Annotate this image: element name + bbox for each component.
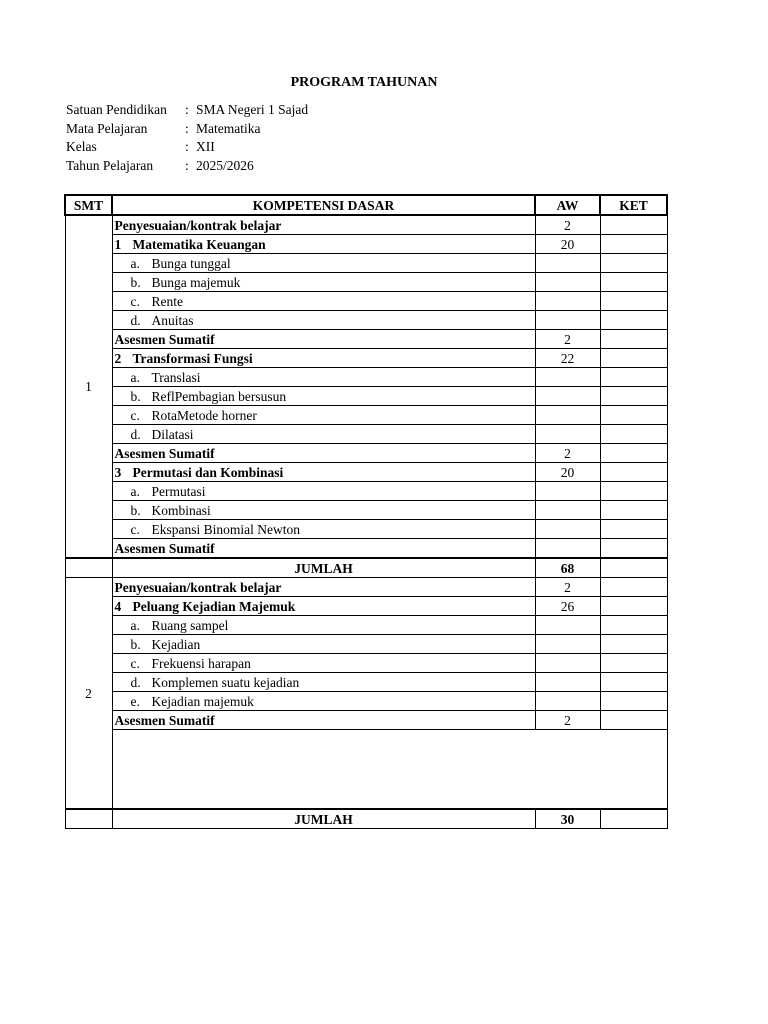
aw-cell: 2 <box>535 215 600 235</box>
aw-cell: 22 <box>535 349 600 368</box>
kd-cell <box>112 349 535 368</box>
kd-cell <box>112 635 535 654</box>
aw-cell: 2 <box>535 444 600 463</box>
jumlah-label: JUMLAH <box>112 809 535 829</box>
kd-cell <box>112 616 535 635</box>
kd-text: Rente <box>151 293 183 309</box>
kd-cell <box>112 673 535 692</box>
page-title: PROGRAM TAHUNAN <box>290 75 438 90</box>
subitem-letter: c. <box>130 407 140 423</box>
kd-number: 4 <box>114 598 122 614</box>
ket-cell <box>600 425 667 444</box>
info-value: SMA Negeri 1 Sajad <box>196 102 309 117</box>
aw-cell: 2 <box>535 330 600 349</box>
kd-cell <box>112 711 535 730</box>
ket-cell <box>600 578 667 597</box>
header-ket: KET <box>600 195 667 215</box>
aw-cell <box>535 673 600 692</box>
aw-cell <box>535 406 600 425</box>
table-row <box>65 463 667 482</box>
aw-cell <box>535 616 600 635</box>
aw-cell <box>535 482 600 501</box>
aw-cell: 20 <box>535 235 600 254</box>
info-label: Satuan Pendidikan <box>66 102 167 117</box>
aw-cell <box>535 654 600 673</box>
table-row <box>65 444 667 463</box>
table-row <box>65 711 667 730</box>
kd-text: Anuitas <box>151 312 194 328</box>
aw-cell: 26 <box>535 597 600 616</box>
subitem-letter: e. <box>130 693 140 709</box>
ket-cell <box>600 692 667 711</box>
info-colon: : <box>185 120 189 136</box>
ket-cell <box>600 482 667 501</box>
header-aw: AW <box>535 195 600 215</box>
table-row <box>65 539 667 559</box>
kd-text: RotaMetode horner <box>151 407 257 423</box>
kd-text: Bunga tunggal <box>151 255 231 271</box>
ket-cell <box>600 387 667 406</box>
kd-text: Asesmen Sumatif <box>114 445 215 461</box>
header-smt: SMT <box>65 195 112 215</box>
table-body <box>65 195 667 829</box>
subitem-letter: b. <box>130 636 141 652</box>
table-row <box>65 673 667 692</box>
ket-cell <box>600 635 667 654</box>
kd-cell <box>112 330 535 349</box>
kd-cell <box>112 406 535 425</box>
kd-text: Permutasi dan Kombinasi <box>132 464 284 480</box>
ket-cell <box>600 273 667 292</box>
ket-cell <box>600 235 667 254</box>
jumlah-row <box>65 558 667 578</box>
subitem-letter: a. <box>130 255 140 271</box>
semester-number: 1 <box>65 215 112 558</box>
table-row <box>65 692 667 711</box>
table-row <box>65 616 667 635</box>
table-row <box>65 578 667 597</box>
kd-number: 1 <box>114 236 122 252</box>
aw-cell <box>535 635 600 654</box>
subitem-letter: b. <box>130 274 141 290</box>
info-value: XII <box>196 139 215 154</box>
kd-cell <box>112 292 535 311</box>
kd-text: Ruang sampel <box>151 617 229 633</box>
table-row <box>65 215 667 235</box>
aw-cell <box>535 292 600 311</box>
ket-cell <box>600 406 667 425</box>
header-kd: KOMPETENSI DASAR <box>112 195 535 215</box>
empty-cell <box>112 730 667 810</box>
kd-text: ReflPembagian bersusun <box>151 388 287 404</box>
subitem-letter: b. <box>130 388 141 404</box>
kd-cell <box>112 273 535 292</box>
ket-cell <box>600 463 667 482</box>
kd-cell <box>112 501 535 520</box>
table-row <box>65 501 667 520</box>
kd-text: Asesmen Sumatif <box>114 331 215 347</box>
aw-cell <box>535 520 600 539</box>
ket-cell <box>600 292 667 311</box>
info-label: Mata Pelajaran <box>66 120 148 136</box>
kd-text: Asesmen Sumatif <box>114 540 215 556</box>
table-row <box>65 311 667 330</box>
subitem-letter: d. <box>130 426 141 442</box>
ket-cell <box>600 368 667 387</box>
kd-cell <box>112 539 535 559</box>
table-row <box>65 482 667 501</box>
table-row <box>65 292 667 311</box>
ket-cell <box>600 330 667 349</box>
info-colon: : <box>185 102 189 117</box>
jumlah-value: 30 <box>535 809 600 829</box>
kd-cell <box>112 692 535 711</box>
ket-cell <box>600 597 667 616</box>
aw-cell <box>535 692 600 711</box>
aw-cell <box>535 311 600 330</box>
kd-cell <box>112 368 535 387</box>
kd-text: Dilatasi <box>151 426 194 442</box>
subitem-letter: c. <box>130 293 140 309</box>
ket-cell <box>600 215 667 235</box>
info-colon: : <box>185 139 189 154</box>
aw-cell <box>535 273 600 292</box>
ket-cell <box>600 311 667 330</box>
jumlah-smt-cell <box>65 558 112 578</box>
jumlah-ket-cell <box>600 809 667 829</box>
aw-cell: 2 <box>535 578 600 597</box>
ket-cell <box>600 711 667 730</box>
table-row <box>65 330 667 349</box>
kd-cell <box>112 215 535 235</box>
table-row <box>65 368 667 387</box>
jumlah-row <box>65 809 667 829</box>
subitem-letter: a. <box>130 369 140 385</box>
kd-cell <box>112 444 535 463</box>
aw-cell <box>535 368 600 387</box>
ket-cell <box>600 501 667 520</box>
kd-text: Peluang Kejadian Majemuk <box>132 598 296 614</box>
kd-cell <box>112 578 535 597</box>
table-row <box>65 349 667 368</box>
jumlah-ket-cell <box>600 558 667 578</box>
kd-text: Transformasi Fungsi <box>132 350 253 366</box>
info-colon: : <box>185 157 189 173</box>
jumlah-value: 68 <box>535 558 600 578</box>
kd-text: Asesmen Sumatif <box>114 712 215 728</box>
kd-cell <box>112 311 535 330</box>
kd-cell <box>112 387 535 406</box>
jumlah-smt-cell <box>65 809 112 829</box>
program-table <box>64 194 668 829</box>
ket-cell <box>600 520 667 539</box>
aw-cell <box>535 539 600 559</box>
kd-cell <box>112 235 535 254</box>
aw-cell <box>535 501 600 520</box>
kd-text: Komplemen suatu kejadian <box>151 674 300 690</box>
table-row <box>65 654 667 673</box>
subitem-letter: d. <box>130 674 141 690</box>
ket-cell <box>600 539 667 559</box>
jumlah-label: JUMLAH <box>112 558 535 578</box>
info-label: Tahun Pelajaran <box>66 157 154 173</box>
table-row <box>65 273 667 292</box>
info-value: 2025/2026 <box>196 157 254 173</box>
subitem-letter: c. <box>130 521 140 537</box>
ket-cell <box>600 654 667 673</box>
ket-cell <box>600 444 667 463</box>
info-label: Kelas <box>66 139 97 154</box>
subitem-letter: b. <box>130 502 141 518</box>
subitem-letter: a. <box>130 617 140 633</box>
table-row <box>65 425 667 444</box>
kd-cell <box>112 425 535 444</box>
kd-text: Kombinasi <box>151 502 211 518</box>
ket-cell <box>600 254 667 273</box>
aw-cell <box>535 425 600 444</box>
kd-cell <box>112 463 535 482</box>
semester-number: 2 <box>65 578 112 810</box>
filler-row <box>65 730 667 810</box>
kd-text: Permutasi <box>151 483 206 499</box>
kd-cell <box>112 254 535 273</box>
ket-cell <box>600 349 667 368</box>
aw-cell <box>535 254 600 273</box>
kd-text: Kejadian majemuk <box>151 693 254 709</box>
kd-text: Translasi <box>151 369 201 385</box>
table-row <box>65 406 667 425</box>
table-row <box>65 520 667 539</box>
kd-number: 3 <box>114 464 122 480</box>
kd-cell <box>112 482 535 501</box>
ket-cell <box>600 673 667 692</box>
aw-cell: 2 <box>535 711 600 730</box>
header-row <box>65 195 667 215</box>
kd-text: Penyesuaian/kontrak belajar <box>114 579 282 595</box>
aw-cell <box>535 387 600 406</box>
kd-text: Ekspansi Binomial Newton <box>151 521 300 537</box>
subitem-letter: d. <box>130 312 141 328</box>
ket-cell <box>600 616 667 635</box>
kd-cell <box>112 597 535 616</box>
table-row <box>65 235 667 254</box>
subitem-letter: a. <box>130 483 140 499</box>
table-row <box>65 387 667 406</box>
aw-cell: 20 <box>535 463 600 482</box>
table-row <box>65 597 667 616</box>
kd-text: Bunga majemuk <box>151 274 241 290</box>
kd-cell <box>112 654 535 673</box>
kd-cell <box>112 520 535 539</box>
kd-text: Frekuensi harapan <box>151 655 251 671</box>
kd-text: Penyesuaian/kontrak belajar <box>114 217 282 233</box>
table-row <box>65 635 667 654</box>
kd-number: 2 <box>114 350 122 366</box>
table-row <box>65 254 667 273</box>
kd-text: Kejadian <box>151 636 201 652</box>
kd-text: Matematika Keuangan <box>132 236 266 252</box>
subitem-letter: c. <box>130 655 140 671</box>
info-value: Matematika <box>196 120 261 136</box>
